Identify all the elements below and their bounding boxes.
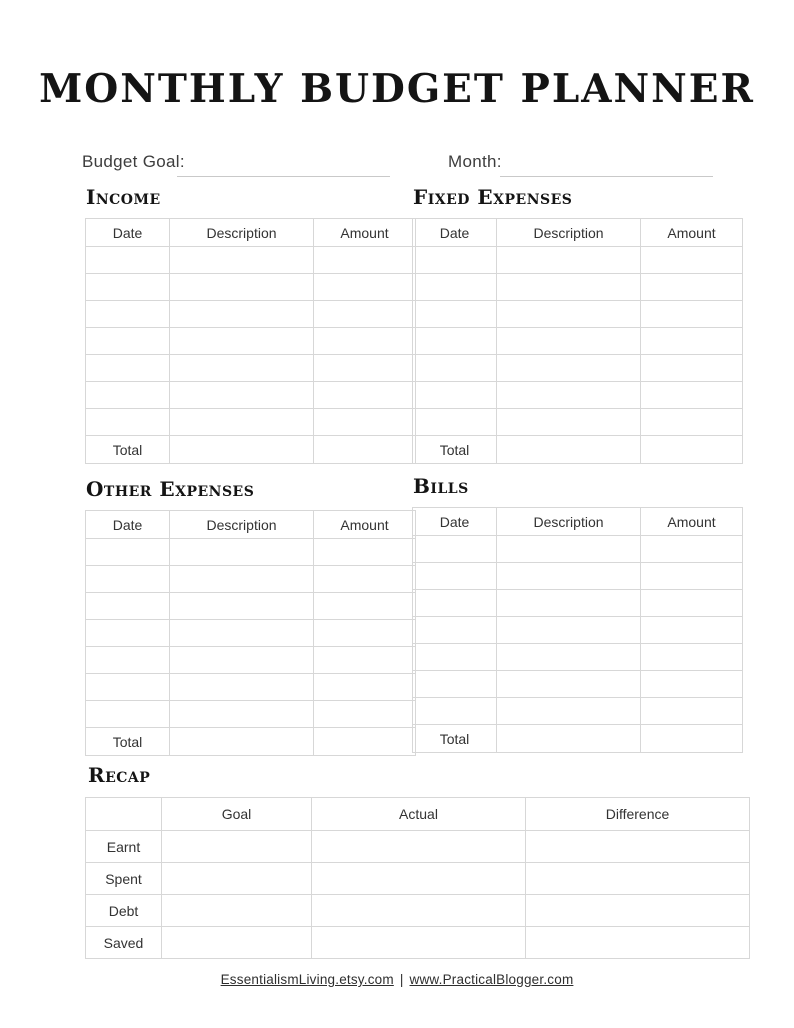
- table-row: [86, 566, 416, 593]
- empty-cell-amount: [314, 674, 416, 701]
- recap-empty-cell: [526, 927, 750, 959]
- empty-cell-amount: [641, 274, 743, 301]
- empty-cell-date: [413, 536, 497, 563]
- empty-cell-description: [170, 301, 314, 328]
- table-row: [413, 617, 743, 644]
- recap-empty-cell: [526, 863, 750, 895]
- total-amount-cell: [641, 725, 743, 753]
- empty-cell-amount: [314, 247, 416, 274]
- empty-cell-description: [170, 593, 314, 620]
- column-header-description: Description: [497, 219, 641, 247]
- recap-empty-cell: [162, 863, 312, 895]
- total-amount-cell: [641, 436, 743, 464]
- column-header-description: Description: [170, 511, 314, 539]
- table-row: [86, 895, 750, 927]
- empty-cell-description: [170, 355, 314, 382]
- empty-cell-amount: [314, 274, 416, 301]
- empty-cell-description: [497, 355, 641, 382]
- recap-column-header-difference: Difference: [526, 798, 750, 831]
- recap-empty-cell: [526, 831, 750, 863]
- empty-cell-description: [497, 301, 641, 328]
- empty-cell-amount: [641, 698, 743, 725]
- empty-cell-amount: [314, 328, 416, 355]
- empty-cell-description: [170, 274, 314, 301]
- empty-cell-amount: [641, 247, 743, 274]
- empty-cell-date: [86, 382, 170, 409]
- empty-cell-amount: [314, 620, 416, 647]
- table-row: [86, 647, 416, 674]
- table-row: [86, 620, 416, 647]
- empty-cell-amount: [641, 301, 743, 328]
- table-row: [86, 798, 750, 831]
- empty-cell-description: [170, 647, 314, 674]
- empty-cell-amount: [641, 644, 743, 671]
- empty-cell-date: [413, 328, 497, 355]
- table-row: [413, 219, 743, 247]
- table-row: [413, 725, 743, 753]
- recap-empty-cell: [162, 895, 312, 927]
- total-amount-cell: [314, 728, 416, 756]
- page-title: MONTHLY BUDGET PLANNER: [39, 66, 755, 112]
- recap-empty-cell: [526, 895, 750, 927]
- table-row: [413, 247, 743, 274]
- recap-row-label-spent: Spent: [86, 863, 162, 895]
- empty-cell-amount: [641, 536, 743, 563]
- table-row: [86, 301, 416, 328]
- table-row: [413, 328, 743, 355]
- empty-cell-date: [413, 274, 497, 301]
- empty-cell-description: [497, 382, 641, 409]
- empty-cell-description: [170, 701, 314, 728]
- column-header-date: Date: [413, 219, 497, 247]
- empty-cell-date: [86, 247, 170, 274]
- recap-empty-cell: [162, 927, 312, 959]
- empty-cell-date: [413, 409, 497, 436]
- recap-table: [85, 797, 750, 959]
- total-label-cell: Total: [413, 436, 497, 464]
- empty-cell-amount: [641, 409, 743, 436]
- empty-cell-date: [86, 539, 170, 566]
- recap-row-label-saved: Saved: [86, 927, 162, 959]
- empty-cell-description: [497, 328, 641, 355]
- table-row: [413, 536, 743, 563]
- empty-cell-amount: [641, 590, 743, 617]
- empty-cell-description: [170, 409, 314, 436]
- empty-cell-amount: [314, 647, 416, 674]
- column-header-amount: Amount: [314, 219, 416, 247]
- recap-empty-cell: [162, 831, 312, 863]
- other-expenses-table: [85, 510, 416, 756]
- section-heading-fixed-expenses: Fixed Expenses: [413, 185, 573, 209]
- empty-cell-description: [170, 566, 314, 593]
- month-field[interactable]: [500, 176, 713, 177]
- total-label-cell: Total: [413, 725, 497, 753]
- section-heading-recap: Recap: [88, 763, 151, 787]
- table-row: [86, 728, 416, 756]
- table-row: [86, 511, 416, 539]
- column-header-amount: Amount: [641, 508, 743, 536]
- empty-cell-date: [413, 301, 497, 328]
- total-description-cell: [170, 436, 314, 464]
- recap-row-label-debt: Debt: [86, 895, 162, 927]
- total-description-cell: [170, 728, 314, 756]
- table-row: [413, 563, 743, 590]
- empty-cell-date: [413, 698, 497, 725]
- empty-cell-date: [86, 701, 170, 728]
- empty-cell-description: [497, 409, 641, 436]
- empty-cell-date: [86, 409, 170, 436]
- recap-row-label-earnt: Earnt: [86, 831, 162, 863]
- table-row: [86, 328, 416, 355]
- total-description-cell: [497, 436, 641, 464]
- empty-cell-amount: [314, 301, 416, 328]
- empty-cell-amount: [641, 355, 743, 382]
- recap-empty-cell: [312, 831, 526, 863]
- empty-cell-amount: [314, 593, 416, 620]
- column-header-date: Date: [86, 219, 170, 247]
- column-header-date: Date: [413, 508, 497, 536]
- section-heading-other-expenses: Other Expenses: [86, 477, 255, 501]
- empty-cell-description: [170, 674, 314, 701]
- total-label-cell: Total: [86, 728, 170, 756]
- table-row: [413, 508, 743, 536]
- empty-cell-date: [86, 620, 170, 647]
- empty-cell-amount: [314, 701, 416, 728]
- empty-cell-date: [86, 593, 170, 620]
- column-header-amount: Amount: [641, 219, 743, 247]
- table-row: [86, 409, 416, 436]
- empty-cell-date: [86, 274, 170, 301]
- table-row: [413, 382, 743, 409]
- empty-cell-description: [170, 328, 314, 355]
- fixed-expenses-table: [412, 218, 743, 464]
- column-header-description: Description: [497, 508, 641, 536]
- column-header-amount: Amount: [314, 511, 416, 539]
- table-row: [413, 409, 743, 436]
- table-row: [86, 674, 416, 701]
- table-row: [413, 436, 743, 464]
- table-row: [413, 355, 743, 382]
- recap-empty-cell: [312, 895, 526, 927]
- total-amount-cell: [314, 436, 416, 464]
- empty-cell-date: [86, 674, 170, 701]
- empty-cell-description: [497, 671, 641, 698]
- empty-cell-date: [413, 247, 497, 274]
- table-row: [86, 927, 750, 959]
- recap-corner-cell: [86, 798, 162, 831]
- table-row: [86, 863, 750, 895]
- table-row: [86, 355, 416, 382]
- empty-cell-amount: [641, 617, 743, 644]
- table-row: [86, 831, 750, 863]
- empty-cell-amount: [314, 539, 416, 566]
- empty-cell-description: [497, 617, 641, 644]
- bills-table: [412, 507, 743, 753]
- empty-cell-date: [413, 644, 497, 671]
- empty-cell-description: [497, 644, 641, 671]
- table-row: [86, 436, 416, 464]
- column-header-description: Description: [170, 219, 314, 247]
- empty-cell-amount: [641, 563, 743, 590]
- empty-cell-description: [170, 382, 314, 409]
- empty-cell-date: [413, 590, 497, 617]
- empty-cell-description: [170, 539, 314, 566]
- empty-cell-amount: [314, 409, 416, 436]
- table-row: [86, 539, 416, 566]
- budget-goal-field[interactable]: [177, 176, 390, 177]
- total-label-cell: Total: [86, 436, 170, 464]
- column-header-date: Date: [86, 511, 170, 539]
- footer-separator: |: [399, 972, 404, 987]
- empty-cell-amount: [641, 382, 743, 409]
- table-row: [413, 301, 743, 328]
- recap-column-header-goal: Goal: [162, 798, 312, 831]
- table-row: [86, 219, 416, 247]
- empty-cell-description: [497, 536, 641, 563]
- income-table: [85, 218, 416, 464]
- table-row: [86, 593, 416, 620]
- footer-link-practicalblogger[interactable]: www.PracticalBlogger.com: [409, 972, 574, 987]
- empty-cell-description: [497, 274, 641, 301]
- recap-column-header-actual: Actual: [312, 798, 526, 831]
- empty-cell-description: [170, 247, 314, 274]
- table-row: [413, 671, 743, 698]
- month-label: Month:: [448, 152, 502, 171]
- empty-cell-description: [170, 620, 314, 647]
- empty-cell-description: [497, 590, 641, 617]
- empty-cell-amount: [314, 355, 416, 382]
- recap-empty-cell: [312, 863, 526, 895]
- empty-cell-amount: [314, 382, 416, 409]
- budget-goal-label: Budget Goal:: [82, 152, 185, 171]
- empty-cell-date: [413, 563, 497, 590]
- empty-cell-date: [413, 355, 497, 382]
- section-heading-income: Income: [86, 185, 161, 209]
- empty-cell-description: [497, 563, 641, 590]
- empty-cell-amount: [641, 671, 743, 698]
- empty-cell-date: [413, 617, 497, 644]
- table-row: [86, 701, 416, 728]
- table-row: [86, 247, 416, 274]
- total-description-cell: [497, 725, 641, 753]
- empty-cell-description: [497, 698, 641, 725]
- footer: [0, 972, 794, 987]
- empty-cell-date: [413, 382, 497, 409]
- empty-cell-date: [413, 671, 497, 698]
- empty-cell-description: [497, 247, 641, 274]
- table-row: [413, 644, 743, 671]
- empty-cell-date: [86, 355, 170, 382]
- table-row: [86, 382, 416, 409]
- table-row: [413, 698, 743, 725]
- empty-cell-amount: [641, 328, 743, 355]
- empty-cell-amount: [314, 566, 416, 593]
- empty-cell-date: [86, 301, 170, 328]
- footer-link-essentialismliving[interactable]: EssentialismLiving.etsy.com: [220, 972, 394, 987]
- recap-empty-cell: [312, 927, 526, 959]
- empty-cell-date: [86, 566, 170, 593]
- empty-cell-date: [86, 647, 170, 674]
- table-row: [86, 274, 416, 301]
- section-heading-bills: Bills: [413, 474, 469, 498]
- table-row: [413, 274, 743, 301]
- table-row: [413, 590, 743, 617]
- empty-cell-date: [86, 328, 170, 355]
